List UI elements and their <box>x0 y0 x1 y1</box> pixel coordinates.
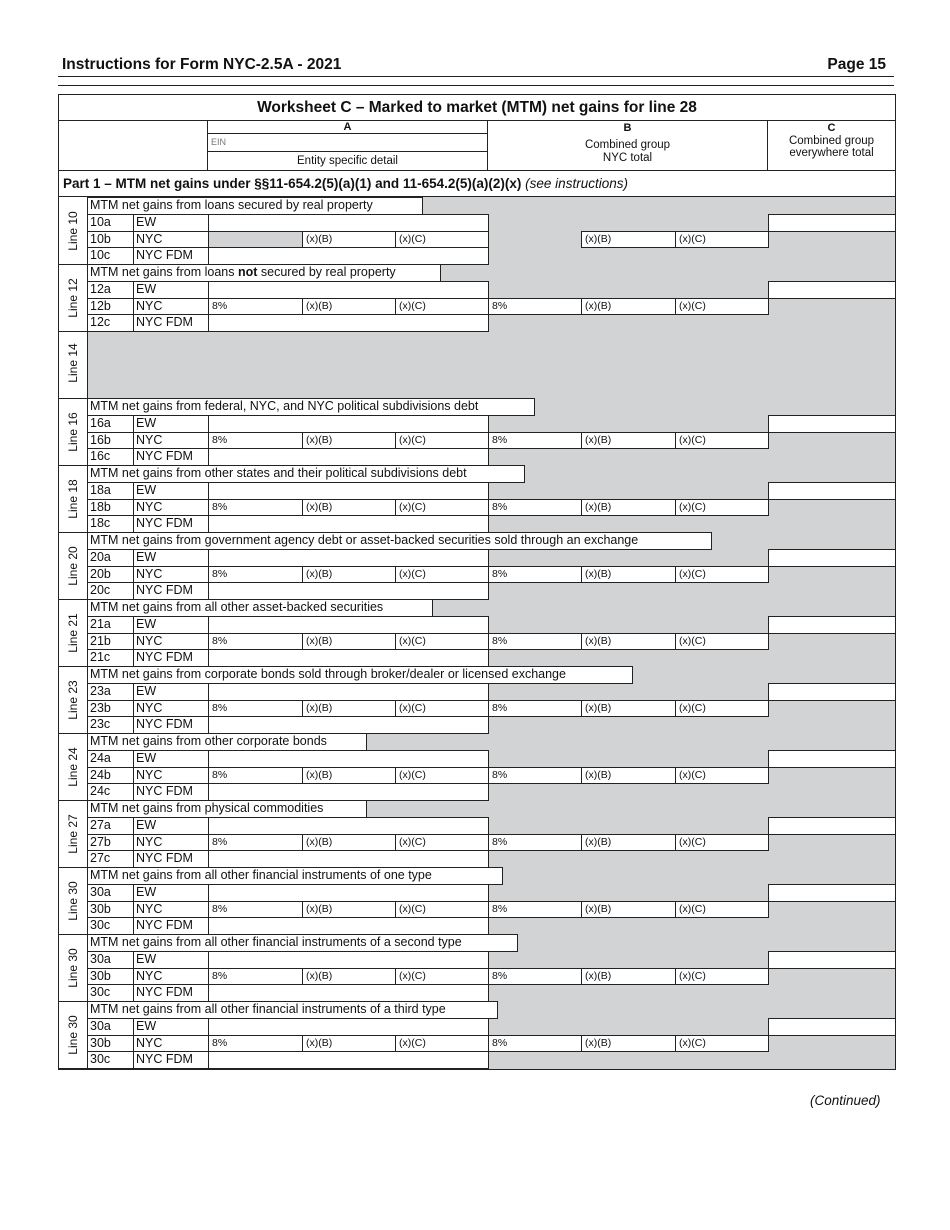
ew-everywhere-total-field[interactable] <box>768 884 896 902</box>
line-type: NYC <box>133 499 209 517</box>
xb-field[interactable]: (x)(B) <box>302 767 396 785</box>
line-code: 24b <box>87 767 134 785</box>
ew-entity-field[interactable] <box>208 214 489 232</box>
pct-field[interactable]: 8% <box>208 499 303 517</box>
xb-field[interactable]: (x)(B) <box>302 901 396 919</box>
line-type: EW <box>133 951 209 969</box>
ew-everywhere-total-field[interactable] <box>768 951 896 969</box>
nyc-total-pct-field[interactable]: 8% <box>488 1035 582 1053</box>
line-code: 30b <box>87 1035 134 1053</box>
xb-field[interactable]: (x)(B) <box>302 499 396 517</box>
line-type: NYC FDM <box>133 515 209 533</box>
line-code: 12b <box>87 298 134 316</box>
fdm-entity-field[interactable] <box>208 314 489 332</box>
nyc-total-xc-field[interactable]: (x)(C) <box>675 231 769 249</box>
xb-field[interactable]: (x)(B) <box>302 1035 396 1053</box>
header-rule-2 <box>58 85 894 86</box>
ew-everywhere-total-field[interactable] <box>768 616 896 634</box>
pct-field[interactable]: 8% <box>208 834 303 852</box>
pct-field[interactable]: 8% <box>208 767 303 785</box>
line-type: NYC <box>133 432 209 450</box>
line-code: 12a <box>87 281 134 299</box>
line-description: MTM net gains from all other financial instruments of a second type <box>87 934 518 952</box>
worksheet-title: Worksheet C – Marked to market (MTM) net gains for line 28 <box>59 95 895 121</box>
part-1-heading <box>59 171 895 197</box>
line-type: NYC FDM <box>133 850 209 868</box>
line-type: NYC FDM <box>133 783 209 801</box>
line-type: NYC <box>133 298 209 316</box>
line-label: Line 30 <box>66 1014 80 1055</box>
document-title: Instructions for Form NYC-2.5A - 2021 <box>62 56 342 73</box>
line-label: Line 24 <box>66 746 80 787</box>
line-description: MTM net gains from all other asset-backed securities <box>87 599 433 617</box>
xc-field[interactable]: (x)(C) <box>395 499 489 517</box>
line-type: EW <box>133 750 209 768</box>
fdm-entity-field[interactable] <box>208 716 489 734</box>
line-type: EW <box>133 616 209 634</box>
line-label: Line 10 <box>66 210 80 251</box>
line-code: 20c <box>87 582 134 600</box>
line-code: 10a <box>87 214 134 232</box>
pct-field[interactable]: 8% <box>208 968 303 986</box>
line-label: Line 20 <box>66 545 80 586</box>
nyc-total-xb-field[interactable]: (x)(B) <box>581 700 676 718</box>
nyc-total-xb-field[interactable]: (x)(B) <box>581 1035 676 1053</box>
group-divider <box>59 398 87 399</box>
fdm-entity-field[interactable] <box>208 649 489 667</box>
page-header <box>62 56 894 76</box>
xc-field[interactable]: (x)(C) <box>395 968 489 986</box>
fdm-entity-field[interactable] <box>208 850 489 868</box>
line-label: Line 30 <box>66 880 80 921</box>
line-type: NYC FDM <box>133 582 209 600</box>
line-code: 18a <box>87 482 134 500</box>
ew-everywhere-total-field[interactable] <box>768 214 896 232</box>
line-type: EW <box>133 281 209 299</box>
line-code: 23a <box>87 683 134 701</box>
line-type: EW <box>133 482 209 500</box>
nyc-total-pct-field[interactable]: 8% <box>488 968 582 986</box>
column-b-letter: B <box>623 122 632 134</box>
column-b-line1: Combined group <box>584 139 671 151</box>
line-label: Line 21 <box>66 612 80 653</box>
nyc-total-xb-field[interactable]: (x)(B) <box>581 432 676 450</box>
column-a-header <box>208 121 488 171</box>
shaded-cell <box>208 231 303 249</box>
line-label: Line 18 <box>66 478 80 519</box>
line-type: NYC FDM <box>133 984 209 1002</box>
line-label: Line 27 <box>66 813 80 854</box>
line-code: 20a <box>87 549 134 567</box>
ew-entity-field[interactable] <box>208 884 489 902</box>
ew-entity-field[interactable] <box>208 549 489 567</box>
description-text: MTM net gains from loans <box>90 265 238 279</box>
nyc-total-pct-field[interactable]: 8% <box>488 566 582 584</box>
nyc-total-pct-field[interactable]: 8% <box>488 633 582 651</box>
line-code: 30c <box>87 984 134 1002</box>
line-type: NYC <box>133 1035 209 1053</box>
column-header-blank <box>59 121 208 171</box>
column-c-line2: everywhere total <box>789 147 874 159</box>
line-description: MTM net gains from government agency debt or asset-backed securities sold through an exchange <box>87 532 712 550</box>
header-rule <box>58 76 894 77</box>
xb-field[interactable]: (x)(B) <box>302 633 396 651</box>
fdm-entity-field[interactable] <box>208 247 489 265</box>
ew-everywhere-total-field[interactable] <box>768 750 896 768</box>
pct-field[interactable]: 8% <box>208 700 303 718</box>
line-code: 16c <box>87 448 134 466</box>
nyc-total-xb-field[interactable]: (x)(B) <box>581 767 676 785</box>
line-code: 27b <box>87 834 134 852</box>
ew-everywhere-total-field[interactable] <box>768 281 896 299</box>
nyc-total-xc-field[interactable]: (x)(C) <box>675 901 769 919</box>
part-1-title: Part 1 – MTM net gains under §§11-654.2(5)(a)(1) and 11-654.2(5)(a)(2)(x) <box>63 176 522 191</box>
nyc-total-pct-field[interactable]: 8% <box>488 298 582 316</box>
line-code: 20b <box>87 566 134 584</box>
line-label: Line 23 <box>66 679 80 720</box>
ein-field[interactable]: EIN <box>208 134 487 152</box>
column-c-line1: Combined group <box>788 135 875 147</box>
line-type: NYC <box>133 834 209 852</box>
nyc-total-pct-field[interactable]: 8% <box>488 834 582 852</box>
nyc-total-xc-field[interactable]: (x)(C) <box>675 767 769 785</box>
fdm-entity-field[interactable] <box>208 917 489 935</box>
xc-field[interactable]: (x)(C) <box>395 566 489 584</box>
line-label: Line 30 <box>66 947 80 988</box>
line-code: 30a <box>87 1018 134 1036</box>
xb-field[interactable]: (x)(B) <box>302 968 396 986</box>
line-type: NYC <box>133 767 209 785</box>
ew-entity-field[interactable] <box>208 683 489 701</box>
xb-field[interactable]: (x)(B) <box>302 298 396 316</box>
line-code: 23c <box>87 716 134 734</box>
line-description: MTM net gains from loans secured by real property <box>87 197 423 215</box>
line-description: MTM net gains from corporate bonds sold through broker/dealer or licensed exchange <box>87 666 633 684</box>
line-type: NYC <box>133 566 209 584</box>
xc-field[interactable]: (x)(C) <box>395 700 489 718</box>
line-type: NYC FDM <box>133 1051 209 1069</box>
line-code: 24c <box>87 783 134 801</box>
xc-field[interactable]: (x)(C) <box>395 767 489 785</box>
column-b-header <box>488 121 768 171</box>
fdm-entity-field[interactable] <box>208 515 489 533</box>
xc-field[interactable]: (x)(C) <box>395 298 489 316</box>
fdm-entity-field[interactable] <box>208 984 489 1002</box>
ew-everywhere-total-field[interactable] <box>768 817 896 835</box>
part-1-note: (see instructions) <box>525 176 628 191</box>
worksheet-c <box>58 94 896 1070</box>
line-code: 24a <box>87 750 134 768</box>
nyc-total-xb-field[interactable]: (x)(B) <box>581 633 676 651</box>
line-description: MTM net gains from all other financial instruments of one type <box>87 867 503 885</box>
ew-everywhere-total-field[interactable] <box>768 415 896 433</box>
ew-entity-field[interactable] <box>208 1018 489 1036</box>
nyc-total-xc-field[interactable]: (x)(C) <box>675 566 769 584</box>
line-code: 30c <box>87 1051 134 1069</box>
xb-field[interactable]: (x)(B) <box>302 231 396 249</box>
fdm-entity-field[interactable] <box>208 783 489 801</box>
fdm-entity-field[interactable] <box>208 448 489 466</box>
nyc-total-pct-field[interactable]: 8% <box>488 499 582 517</box>
line-type: NYC <box>133 231 209 249</box>
ew-everywhere-total-field[interactable] <box>768 549 896 567</box>
nyc-total-xb-field[interactable]: (x)(B) <box>581 834 676 852</box>
pct-field[interactable]: 8% <box>208 432 303 450</box>
line-code: 12c <box>87 314 134 332</box>
line-type: EW <box>133 415 209 433</box>
line-type: EW <box>133 817 209 835</box>
entity-specific-detail-label: Entity specific detail <box>297 155 398 167</box>
pct-field[interactable]: 8% <box>208 1035 303 1053</box>
xb-field[interactable]: (x)(B) <box>302 566 396 584</box>
line-code: 23b <box>87 700 134 718</box>
nyc-total-xb-field[interactable]: (x)(B) <box>581 566 676 584</box>
line-label: Line 16 <box>66 411 80 452</box>
line-label: Line 14 <box>66 343 80 383</box>
line-description: MTM net gains from other corporate bonds <box>87 733 367 751</box>
line-code: 10c <box>87 247 134 265</box>
line-description <box>87 264 441 282</box>
line-code: 21c <box>87 649 134 667</box>
xb-field[interactable]: (x)(B) <box>302 834 396 852</box>
line-code: 30a <box>87 884 134 902</box>
line-description: MTM net gains from all other financial instruments of a third type <box>87 1001 498 1019</box>
continued-note: (Continued) <box>810 1093 881 1108</box>
ew-entity-field[interactable] <box>208 616 489 634</box>
ew-everywhere-total-field[interactable] <box>768 683 896 701</box>
column-a-letter: A <box>208 121 487 134</box>
nyc-total-xc-field[interactable]: (x)(C) <box>675 298 769 316</box>
page-number: Page 15 <box>827 56 886 73</box>
line-type: EW <box>133 683 209 701</box>
nyc-total-xc-field[interactable]: (x)(C) <box>675 834 769 852</box>
line-code: 30b <box>87 968 134 986</box>
line-type: NYC FDM <box>133 314 209 332</box>
pct-field[interactable]: 8% <box>208 298 303 316</box>
line-code: 21a <box>87 616 134 634</box>
nyc-total-xc-field[interactable]: (x)(C) <box>675 499 769 517</box>
line-code: 21b <box>87 633 134 651</box>
line-type: EW <box>133 214 209 232</box>
nyc-total-xc-field[interactable]: (x)(C) <box>675 633 769 651</box>
line-type: EW <box>133 1018 209 1036</box>
ew-everywhere-total-field[interactable] <box>768 1018 896 1036</box>
ew-entity-field[interactable] <box>208 281 489 299</box>
line-description: MTM net gains from physical commodities <box>87 800 367 818</box>
nyc-total-xc-field[interactable]: (x)(C) <box>675 1035 769 1053</box>
xb-field[interactable]: (x)(B) <box>302 432 396 450</box>
xc-field[interactable]: (x)(C) <box>395 231 489 249</box>
line-type: NYC FDM <box>133 649 209 667</box>
ew-entity-field[interactable] <box>208 415 489 433</box>
nyc-total-xb-field[interactable]: (x)(B) <box>581 298 676 316</box>
line-code: 18b <box>87 499 134 517</box>
group-divider <box>59 1068 87 1069</box>
nyc-total-pct-field[interactable]: 8% <box>488 700 582 718</box>
column-c-letter: C <box>827 122 836 134</box>
line-type: NYC FDM <box>133 448 209 466</box>
fdm-entity-field[interactable] <box>208 582 489 600</box>
nyc-total-xc-field[interactable]: (x)(C) <box>675 968 769 986</box>
fdm-entity-field[interactable] <box>208 1051 489 1069</box>
ew-entity-field[interactable] <box>208 750 489 768</box>
xc-field[interactable]: (x)(C) <box>395 1035 489 1053</box>
ew-entity-field[interactable] <box>208 951 489 969</box>
ew-entity-field[interactable] <box>208 817 489 835</box>
column-c-header <box>768 121 895 171</box>
line-type: NYC <box>133 968 209 986</box>
xc-field[interactable]: (x)(C) <box>395 633 489 651</box>
line-code: 27a <box>87 817 134 835</box>
nyc-total-xc-field[interactable]: (x)(C) <box>675 432 769 450</box>
xc-field[interactable]: (x)(C) <box>395 432 489 450</box>
xc-field[interactable]: (x)(C) <box>395 834 489 852</box>
nyc-total-pct-field[interactable]: 8% <box>488 767 582 785</box>
pct-field[interactable]: 8% <box>208 566 303 584</box>
nyc-total-xb-field[interactable]: (x)(B) <box>581 231 676 249</box>
xc-field[interactable]: (x)(C) <box>395 901 489 919</box>
nyc-total-pct-field[interactable]: 8% <box>488 901 582 919</box>
line-code: 10b <box>87 231 134 249</box>
line-description: MTM net gains from other states and their political subdivisions debt <box>87 465 525 483</box>
line-type: EW <box>133 884 209 902</box>
line-code: 30c <box>87 917 134 935</box>
line-type: NYC FDM <box>133 716 209 734</box>
line-code: 16b <box>87 432 134 450</box>
pct-field[interactable]: 8% <box>208 901 303 919</box>
nyc-total-xc-field[interactable]: (x)(C) <box>675 700 769 718</box>
line-type: NYC <box>133 901 209 919</box>
column-b-line2: NYC total <box>602 152 653 164</box>
description-text: secured by real property <box>257 265 396 279</box>
ew-entity-field[interactable] <box>208 482 489 500</box>
line-type: NYC FDM <box>133 917 209 935</box>
line-type: NYC FDM <box>133 247 209 265</box>
nyc-total-xb-field[interactable]: (x)(B) <box>581 968 676 986</box>
line-code: 27c <box>87 850 134 868</box>
line-type: NYC <box>133 700 209 718</box>
nyc-total-xb-field[interactable]: (x)(B) <box>581 499 676 517</box>
description-emphasis: not <box>237 265 258 279</box>
line-code: 18c <box>87 515 134 533</box>
xb-field[interactable]: (x)(B) <box>302 700 396 718</box>
nyc-total-xb-field[interactable]: (x)(B) <box>581 901 676 919</box>
line-code: 30a <box>87 951 134 969</box>
line-code: 30b <box>87 901 134 919</box>
line-description: MTM net gains from federal, NYC, and NYC political subdivisions debt <box>87 398 535 416</box>
ew-everywhere-total-field[interactable] <box>768 482 896 500</box>
line-code: 16a <box>87 415 134 433</box>
pct-field[interactable]: 8% <box>208 633 303 651</box>
line-type: NYC <box>133 633 209 651</box>
nyc-total-pct-field[interactable]: 8% <box>488 432 582 450</box>
line-label: Line 12 <box>66 277 80 318</box>
line-type: EW <box>133 549 209 567</box>
